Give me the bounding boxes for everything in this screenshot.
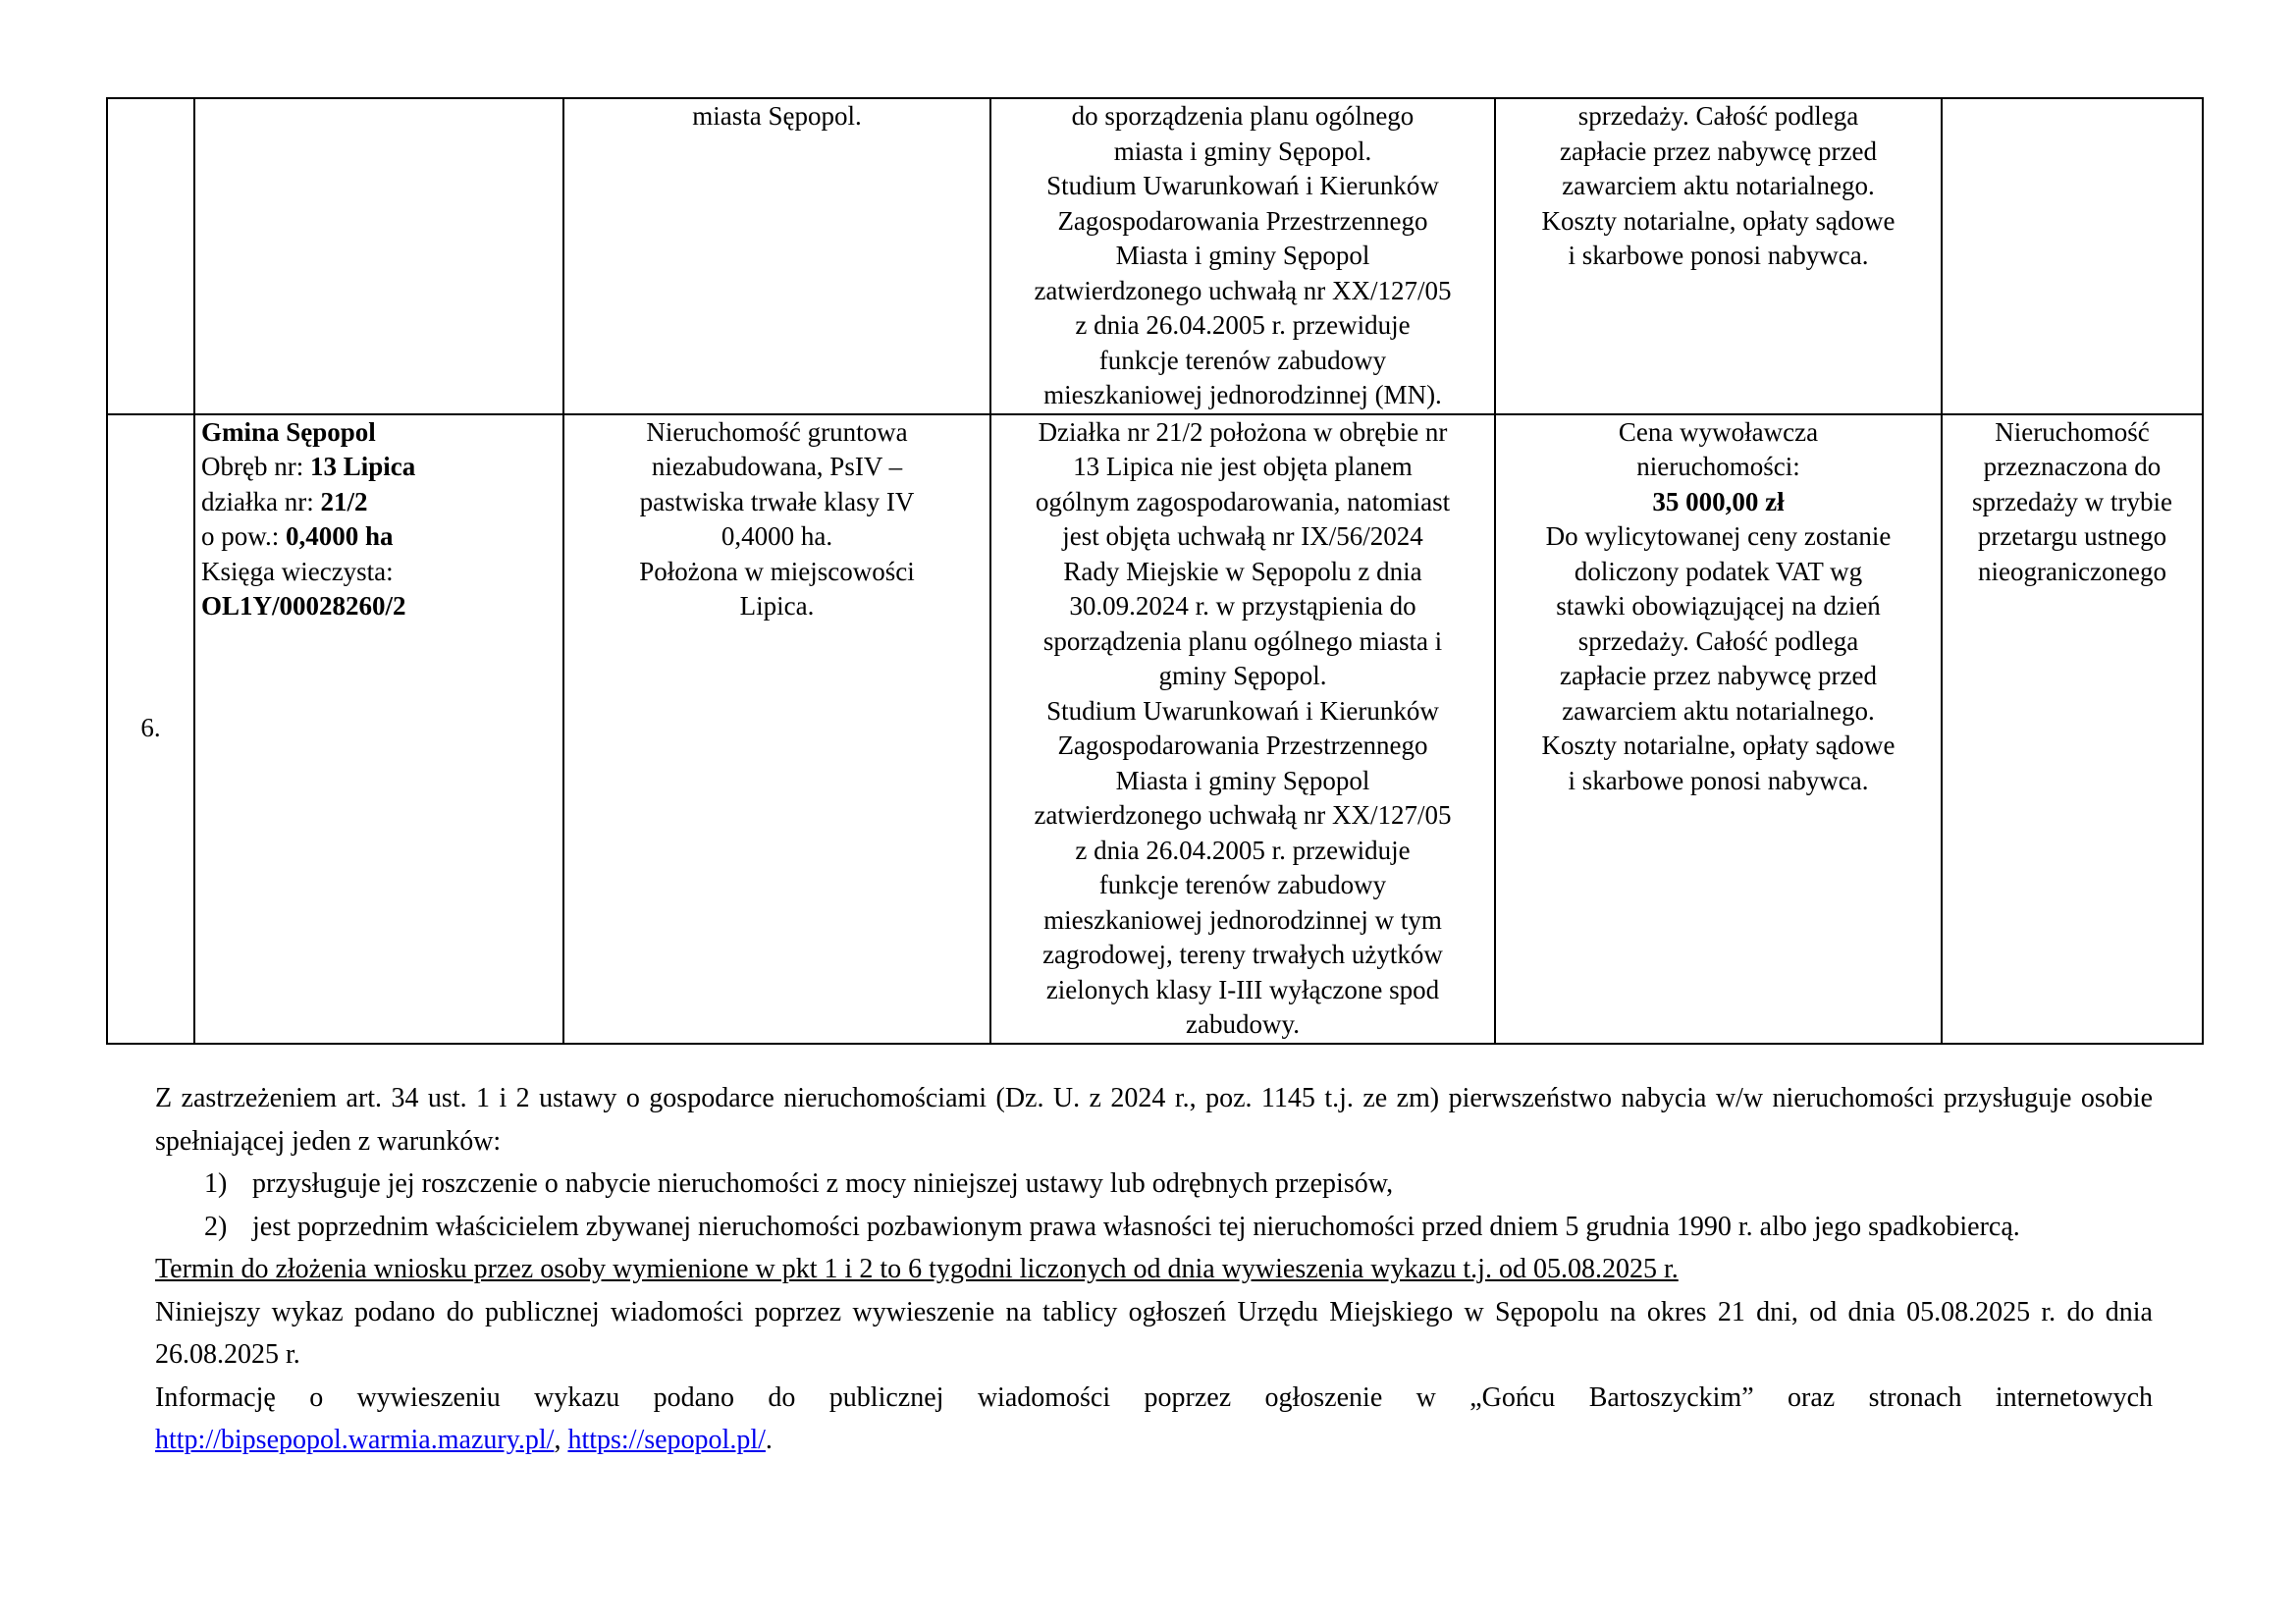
text-line: Nieruchomość	[1995, 416, 2150, 447]
text-line: sprzedaży. Całość podlega	[1577, 101, 1859, 131]
cell-lp: 6.	[107, 414, 194, 1044]
land-register-number: OL1Y/00028260/2	[201, 591, 406, 621]
cell-planning	[990, 414, 1495, 1044]
text-line: gminy Sępopol.	[1158, 661, 1327, 690]
text-line: Lipica.	[739, 591, 815, 621]
notes-section	[155, 1077, 2153, 1462]
text-line: zawarciem aktu notarialnego.	[1562, 171, 1875, 200]
text-line: sprzedaży. Całość podlega	[1577, 625, 1859, 656]
table-row-continued	[107, 98, 2203, 414]
cell-description	[563, 98, 990, 414]
info-note: Informację o wywieszeniu wykazu podano do publicznej wiadomości poprzez ogłoszenie w „Gońcu Bartoszyckim” oraz stronach internetowych http://bipsepopol.warmia.mazury.pl/, https://sepopol.pl/.	[155, 1381, 2153, 1455]
notes-intro: Z zastrzeżeniem art. 34 ust. 1 i 2 ustawy o gospodarce nieruchomościami (Dz. U. z 2024 r., poz. 1145 t.j. ze zm) pierwszeństwo nabycia w/w nieruchomości przysługuje osobie spełniającej jeden z warunków:	[155, 1083, 2153, 1157]
dzialka-line: działka nr: 21/2	[201, 486, 368, 516]
text-line: zawarciem aktu notarialnego.	[1562, 695, 1875, 726]
price-head	[1502, 415, 1935, 485]
text-line: Miasta i gminy Sępopol	[1115, 241, 1370, 270]
text-line: Działka nr 21/2 położona w obrębie nr	[1038, 416, 1448, 447]
text-line: sprzedaży w trybie	[1972, 486, 2172, 516]
text-line: niezabudowana, PsIV –	[651, 452, 903, 481]
text-line: zabudowy.	[1186, 1009, 1300, 1039]
text-line: Zagospodarowania Przestrzennego	[1057, 205, 1428, 236]
list-item: 1) przysługuje jej roszczenie o nabycie nieruchomości z mocy niniejszej ustawy lub odrębnych przepisów,	[204, 1168, 1394, 1199]
text-line: zapłacie przez nabywcę przed	[1559, 135, 1878, 166]
text-line: zatwierdzonego uchwałą nr XX/127/05	[1034, 275, 1452, 305]
text-line: Studium Uwarunkowań i Kierunków	[1046, 171, 1439, 200]
text-line: Rady Miejskie w Sępopolu z dnia	[1063, 556, 1422, 586]
text-line: z dnia 26.04.2005 r. przewiduje	[1075, 835, 1411, 865]
cell-location	[194, 414, 563, 1044]
table-row	[107, 414, 2203, 1044]
text-line: funkcje terenów zabudowy	[1098, 345, 1387, 375]
property-table	[106, 97, 2204, 1045]
text-line: Studium Uwarunkowań i Kierunków	[1046, 695, 1439, 726]
price-value: 35 000,00 zł	[1652, 486, 1785, 516]
text-line: zagrodowej, tereny trwałych użytków	[1042, 940, 1443, 969]
text-line: zielonych klasy I-III wyłączone spod	[1045, 974, 1440, 1004]
text-line: funkcje terenów zabudowy	[1098, 870, 1387, 899]
text-line: przetargu ustnego	[1977, 521, 2167, 551]
text-line: miasta i gminy Sępopol.	[1113, 135, 1372, 166]
text-line: Koszty notarialne, opłaty sądowe	[1541, 731, 1896, 760]
area-line: o pow.: 0,4000 ha	[201, 521, 394, 551]
text-line: pastwiska trwałe klasy IV	[639, 486, 915, 516]
bip-link[interactable]: http://bipsepopol.warmia.mazury.pl/	[155, 1425, 555, 1455]
text-line: sporządzenia planu ogólnego miasta i	[1042, 625, 1443, 656]
text-line: miasta Sępopol.	[692, 101, 862, 131]
text-line: Koszty notarialne, opłaty sądowe	[1541, 205, 1896, 236]
cell-planning	[990, 98, 1495, 414]
text-line: do sporządzenia planu ogólnego	[1071, 101, 1415, 131]
text-line: Miasta i gminy Sępopol	[1115, 765, 1370, 795]
cell-location	[194, 98, 563, 414]
text-line: 30.09.2024 r. w przystąpienia do	[1069, 591, 1416, 621]
cell-description	[563, 414, 990, 1044]
cell-mode	[1942, 414, 2203, 1044]
text-line: doliczony podatek VAT wg	[1574, 556, 1863, 586]
text-line: Nieruchomość gruntowa	[646, 416, 908, 447]
cell-mode	[1942, 98, 2203, 414]
text-line: stawki obowiązującej na dzień	[1556, 591, 1881, 621]
text-line: zapłacie przez nabywcę przed	[1559, 661, 1878, 690]
text-line: nieograniczonego	[1978, 556, 2166, 586]
cell-lp	[107, 98, 194, 414]
text-line: przeznaczona do	[1983, 452, 2162, 481]
text-line: mieszkaniowej jednorodzinnej w tym	[1043, 904, 1442, 935]
text-line: Położona w miejscowości	[639, 556, 915, 586]
text-line: 0,4000 ha.	[721, 521, 833, 551]
price-tail	[1502, 519, 1935, 798]
publication-note: Niniejszy wykaz podano do publicznej wiadomości poprzez wywieszenie na tablicy ogłoszeń Urzędu Miejskiego w Sępopolu na okres 21 dni, od dnia 05.08.2025 r. do dnia 26.08.2025 r.	[155, 1296, 2153, 1370]
text-line: Zagospodarowania Przestrzennego	[1057, 731, 1428, 760]
cell-price	[1495, 98, 1942, 414]
text-line: nieruchomości:	[1636, 452, 1800, 481]
deadline-note: Termin do złożenia wniosku przez osoby wymienione w pkt 1 i 2 to 6 tygodni liczonych od dnia wywieszenia wykazu t.j. od 05.08.2025 r.	[155, 1254, 1679, 1284]
text-line: zatwierdzonego uchwałą nr XX/127/05	[1034, 800, 1452, 830]
obreb-line: Obręb nr: 13 Lipica	[201, 452, 416, 481]
land-register-label: Księga wieczysta:	[201, 556, 394, 586]
text-line: Do wylicytowanej ceny zostanie	[1545, 521, 1892, 551]
text-line: Cena wywoławcza	[1618, 416, 1819, 447]
text-line: z dnia 26.04.2005 r. przewiduje	[1075, 310, 1411, 340]
conditions-list	[155, 1163, 2153, 1248]
text-line: i skarbowe ponosi nabywca.	[1568, 765, 1869, 795]
text-line: ogólnym zagospodarowania, natomiast	[1035, 486, 1451, 516]
cell-price	[1495, 414, 1942, 1044]
text-line: i skarbowe ponosi nabywca.	[1568, 241, 1869, 270]
text-line: jest objęta uchwałą nr IX/56/2024	[1062, 521, 1423, 551]
list-item: 2) jest poprzednim właścicielem zbywanej nieruchomości pozbawionym prawa własności tej nieruchomości przed dniem 5 grudnia 1990 r. albo jego spadkobiercą.	[204, 1211, 2020, 1242]
text-line: 13 Lipica nie jest objęta planem	[1073, 452, 1413, 481]
website-link[interactable]: https://sepopol.pl/	[567, 1425, 766, 1455]
gmina-name: Gmina Sępopol	[201, 416, 376, 447]
text-line: mieszkaniowej jednorodzinnej (MN).	[1043, 380, 1442, 409]
